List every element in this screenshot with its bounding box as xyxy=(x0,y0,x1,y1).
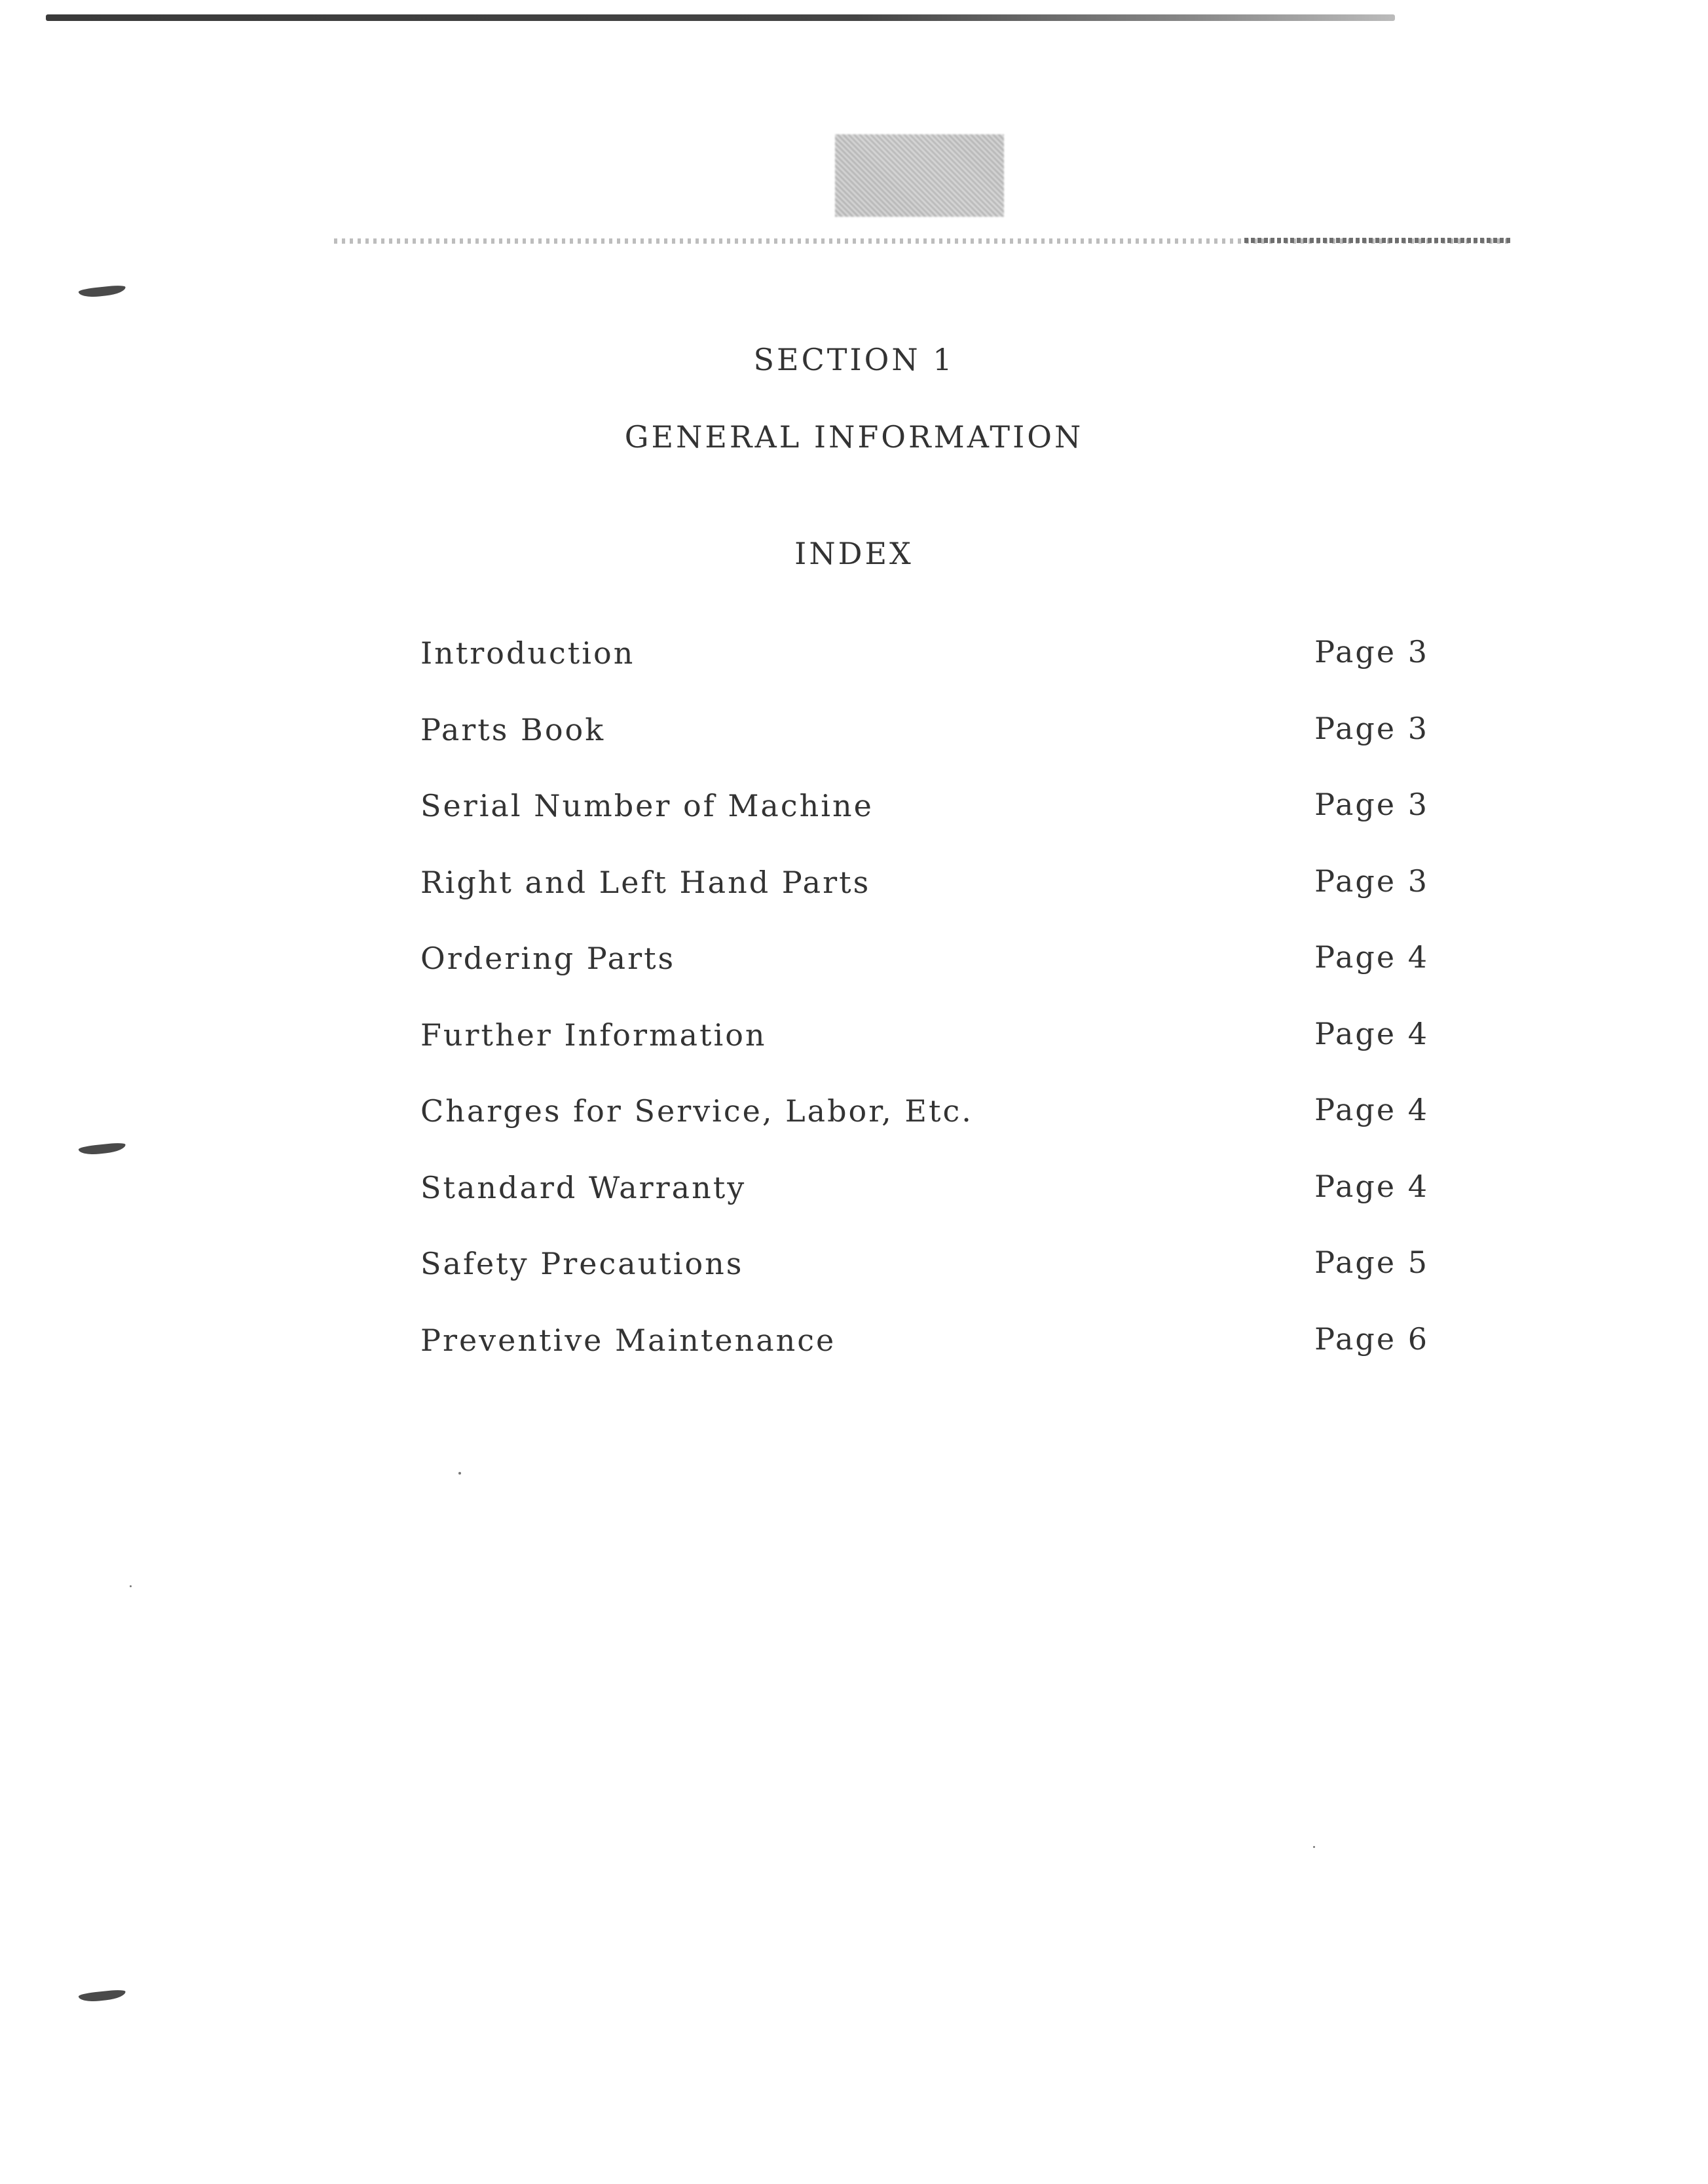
index-entry xyxy=(420,788,1429,865)
index-entry-page: Page 3 xyxy=(1314,634,1429,669)
index-entry-title: Ordering Parts xyxy=(420,941,676,976)
scan-speck xyxy=(1313,1846,1315,1848)
index-entry-page: Page 5 xyxy=(1314,1245,1429,1280)
index-entry-title: Standard Warranty xyxy=(420,1169,747,1205)
top-scan-rule xyxy=(46,14,1395,21)
index-entry xyxy=(420,865,1429,941)
index-entry-title: Further Information xyxy=(420,1017,767,1053)
section-title: GENERAL INFORMATION xyxy=(624,419,1084,455)
index-heading: INDEX xyxy=(794,536,914,571)
obscured-stamp xyxy=(835,134,1004,217)
index-entry xyxy=(420,1170,1429,1247)
binder-punch-mark-top xyxy=(78,284,126,298)
scan-speck xyxy=(130,1585,132,1587)
index-entry-title: Parts Book xyxy=(420,711,606,747)
scan-speck xyxy=(458,1472,461,1475)
index-entry-page: Page 4 xyxy=(1314,1168,1429,1204)
index-entry-title: Charges for Service, Labor, Etc. xyxy=(420,1093,973,1129)
index-entry-page: Page 3 xyxy=(1314,787,1429,822)
index-entry-title: Right and Left Hand Parts xyxy=(420,864,871,900)
index-list xyxy=(420,635,1429,1399)
index-entry-page: Page 3 xyxy=(1314,710,1429,746)
binder-punch-mark-middle xyxy=(78,1142,126,1156)
index-entry xyxy=(420,1093,1429,1170)
index-entry-title: Introduction xyxy=(420,635,635,671)
index-entry-title: Safety Precautions xyxy=(420,1246,744,1281)
binder-punch-mark-bottom xyxy=(78,1989,126,2003)
index-entry xyxy=(420,635,1429,712)
index-entry xyxy=(420,941,1429,1017)
index-entry xyxy=(420,1246,1429,1323)
index-entry-page: Page 6 xyxy=(1314,1321,1429,1357)
index-entry-page: Page 4 xyxy=(1314,1092,1429,1127)
section-label: SECTION 1 xyxy=(753,342,955,377)
index-entry xyxy=(420,1017,1429,1094)
index-entry-title: Serial Number of Machine xyxy=(420,788,874,823)
index-entry-page: Page 3 xyxy=(1314,863,1429,899)
index-entry-page: Page 4 xyxy=(1314,939,1429,975)
index-entry xyxy=(420,712,1429,789)
index-entry-page: Page 4 xyxy=(1314,1015,1429,1051)
header-dotted-rule-dark xyxy=(1244,238,1513,243)
index-entry xyxy=(420,1323,1429,1399)
index-entry-title: Preventive Maintenance xyxy=(420,1322,836,1358)
